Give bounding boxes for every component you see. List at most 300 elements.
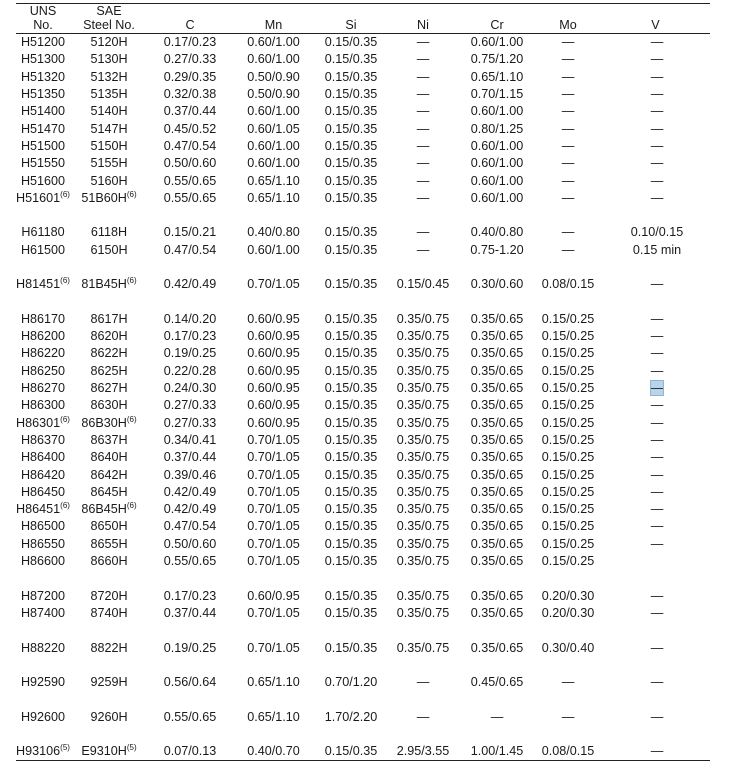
cell-mn: 0.60/1.00 [247, 156, 300, 171]
cell-mn: 0.50/0.90 [247, 69, 300, 84]
cell-mo: — [561, 675, 575, 690]
cell-c: 0.19/0.25 [163, 346, 217, 361]
cell-mn: 0.60/1.00 [247, 242, 300, 257]
cell-ni: 0.35/0.75 [396, 467, 450, 482]
cell-si: 0.15/0.35 [324, 432, 378, 447]
table-row [16, 709, 710, 726]
header-v: V [601, 4, 710, 34]
cell-cr: 0.35/0.65 [470, 554, 524, 569]
cell-v: — [650, 156, 664, 171]
cell-cr: 0.60/1.00 [470, 35, 524, 50]
cell-si: 0.15/0.35 [324, 277, 378, 292]
cell-c: 0.27/0.33 [163, 415, 217, 430]
cell-cr: 0.35/0.65 [470, 605, 524, 620]
cell-mn: 0.70/1.05 [247, 502, 300, 517]
cell-mo: — [561, 709, 575, 724]
cell-cr: 0.30/0.60 [470, 277, 524, 292]
table-header [16, 4, 710, 34]
cell-mn: 0.60/1.00 [247, 35, 300, 50]
cell-si: 0.15/0.35 [324, 398, 378, 413]
cell-uns: H88220 [20, 640, 66, 655]
table-row [16, 553, 710, 570]
cell-ni: 0.35/0.75 [396, 519, 450, 534]
cell-sae: 8622H [90, 346, 128, 361]
cell-mn: 0.60/0.95 [247, 588, 300, 603]
cell-v: — [650, 329, 664, 344]
cell-c: 0.56/0.64 [163, 675, 217, 690]
cell-uns: H86450 [20, 484, 66, 499]
cell-sae: $86B30H^{(6)}$ [81, 414, 137, 430]
cell-mn: 0.70/1.05 [247, 277, 300, 292]
cell-v: — [650, 277, 664, 292]
cell-ni: 0.35/0.75 [396, 536, 450, 551]
cell-mn: 0.70/1.05 [247, 432, 300, 447]
cell-v: — [650, 173, 664, 188]
cell-uns: H51300 [20, 52, 66, 67]
cell-v: — [650, 675, 664, 690]
cell-ni: 0.35/0.75 [396, 588, 450, 603]
table-row [16, 190, 710, 207]
table-body [16, 34, 710, 761]
cell-si: 0.15/0.35 [324, 381, 378, 396]
spacer-row [16, 259, 710, 276]
cell-v: — [650, 605, 664, 620]
cell-v: — [650, 87, 664, 102]
cell-cr: 0.65/1.10 [470, 69, 524, 84]
cell-c: 0.27/0.33 [163, 398, 217, 413]
cell-si: 0.15/0.35 [324, 588, 378, 603]
cell-cr: 0.60/1.00 [470, 173, 524, 188]
cell-c: 0.50/0.60 [163, 156, 217, 171]
cell-uns: H81451$^{(6)}$ [16, 276, 70, 292]
cell-mn: 0.70/1.05 [247, 554, 300, 569]
cell-si: 0.15/0.35 [324, 35, 378, 50]
cell-mn: 0.70/1.05 [247, 467, 300, 482]
cell-si: 0.15/0.35 [324, 502, 378, 517]
cell-ni: 0.35/0.75 [396, 502, 450, 517]
cell-mo: 0.20/0.30 [541, 588, 595, 603]
cell-si: 0.15/0.35 [324, 69, 378, 84]
cell-v: — [650, 121, 664, 136]
cell-si: 0.15/0.35 [324, 190, 378, 205]
cell-c: 0.32/0.38 [163, 87, 217, 102]
cell-ni: — [416, 52, 430, 67]
cell-v: 0.10/0.15 [630, 225, 684, 240]
table-row [16, 432, 710, 449]
cell-si: 0.15/0.35 [324, 519, 378, 534]
cell-uns: H86170 [20, 311, 66, 326]
cell-ni: — [416, 242, 430, 257]
header-mn: Mn [232, 4, 315, 34]
spacer-row [16, 691, 710, 708]
cell-cr: 1.00/1.45 [459, 743, 535, 761]
table-row [16, 415, 710, 432]
cell-cr: 0.35/0.65 [470, 432, 524, 447]
cell-mn: 0.60/0.95 [247, 346, 300, 361]
cell-si: 0.15/0.35 [324, 225, 378, 240]
cell-mo: 0.15/0.25 [541, 554, 595, 569]
table-row [16, 345, 710, 362]
cell-v: — [650, 536, 664, 551]
cell-cr: 0.60/1.00 [470, 104, 524, 119]
cell-uns: H86300 [20, 398, 66, 413]
spacer-row [16, 570, 710, 587]
cell-v: — [650, 519, 664, 534]
cell-cr: 0.75-1.20 [470, 242, 524, 257]
spacer-cell [16, 622, 710, 639]
cell-uns: H86550 [20, 536, 66, 551]
cell-mn: 0.65/1.10 [247, 675, 300, 690]
cell-v: — [650, 415, 664, 430]
cell-ni: 0.35/0.75 [396, 484, 450, 499]
cell-cr: 0.35/0.65 [470, 484, 524, 499]
cell-si: 0.15/0.35 [315, 743, 387, 761]
cell-mn: 0.60/1.00 [247, 138, 300, 153]
cell-mn: 0.70/1.05 [247, 484, 300, 499]
cell-si: 0.15/0.35 [324, 467, 378, 482]
cell-c: 0.19/0.25 [163, 640, 217, 655]
cell-uns: H87200 [20, 588, 66, 603]
cell-mo: — [561, 138, 575, 153]
cell-sae: 8720H [90, 588, 128, 603]
table-row [16, 743, 710, 761]
cell-mo: 0.15/0.25 [541, 432, 595, 447]
cell-ni: 0.15/0.45 [396, 277, 450, 292]
cell-cr: 0.60/1.00 [470, 190, 524, 205]
cell-ni: 0.35/0.75 [396, 415, 450, 430]
footnote-ref: (6) [126, 276, 137, 286]
footnote-ref: (6) [60, 276, 70, 286]
table-row [16, 120, 710, 137]
cell-mo: 0.15/0.25 [541, 381, 595, 396]
cell-c: 0.24/0.30 [163, 381, 217, 396]
spacer-cell [16, 726, 710, 743]
footnote-ref: (6) [126, 414, 137, 424]
cell-cr: 0.35/0.65 [470, 467, 524, 482]
cell-mo: 0.15/0.25 [541, 484, 595, 499]
cell-v: — [650, 69, 664, 84]
cell-uns: H51600 [20, 173, 66, 188]
cell-uns: H51601$^{(6)}$ [16, 189, 70, 205]
cell-cr: — [490, 709, 504, 724]
cell-sae: 5120H [90, 35, 128, 50]
cell-uns: H51200 [20, 35, 66, 50]
table-row [16, 34, 710, 52]
cell-mn: 0.70/1.05 [247, 536, 300, 551]
table-row [16, 518, 710, 535]
cell-cr: 0.35/0.65 [470, 502, 524, 517]
cell-ni: 0.35/0.75 [396, 554, 450, 569]
cell-mo: 0.15/0.25 [541, 346, 595, 361]
cell-cr: 0.35/0.65 [470, 363, 524, 378]
table-row [16, 172, 710, 189]
cell-c: 0.34/0.41 [163, 432, 217, 447]
cell-ni: — [416, 225, 430, 240]
table-row [16, 138, 710, 155]
cell-mn: 0.65/1.10 [247, 173, 300, 188]
cell-si: 0.15/0.35 [324, 104, 378, 119]
cell-si: 0.15/0.35 [324, 450, 378, 465]
cell-v: — [650, 138, 664, 153]
table-row [16, 86, 710, 103]
cell-cr: 0.35/0.65 [470, 311, 524, 326]
cell-c: 0.14/0.20 [163, 311, 217, 326]
cell-uns: H92600 [20, 709, 66, 724]
cell-uns: H51550 [20, 156, 66, 171]
cell-si: 0.15/0.35 [324, 363, 378, 378]
cell-cr: 0.35/0.65 [470, 640, 524, 655]
cell-v: — [650, 502, 664, 517]
cell-mo: 0.15/0.25 [541, 519, 595, 534]
cell-v: — [650, 467, 664, 482]
cell-c: 0.47/0.54 [163, 138, 217, 153]
cell-v: — [601, 743, 710, 761]
spacer-row [16, 657, 710, 674]
cell-ni: 0.35/0.75 [396, 363, 450, 378]
table-row [16, 69, 710, 86]
cell-mn: 0.40/0.80 [247, 225, 300, 240]
cell-sae: 5150H [90, 138, 128, 153]
cell-c: 0.17/0.23 [163, 329, 217, 344]
cell-mo: — [561, 69, 575, 84]
spacer-row [16, 726, 710, 743]
cell-sae: 8627H [90, 381, 128, 396]
cell-mo: 0.15/0.25 [541, 329, 595, 344]
cell-sae: 5132H [90, 69, 128, 84]
cell-c: 0.17/0.23 [163, 35, 217, 50]
cell-uns: H61180 [21, 225, 65, 240]
cell-si: 0.70/1.20 [324, 675, 378, 690]
cell-si: 1.70/2.20 [324, 709, 378, 724]
cell-ni: 0.35/0.75 [396, 346, 450, 361]
cell-uns: H86250 [20, 363, 66, 378]
cell-si: 0.15/0.35 [324, 346, 378, 361]
cell-sae: 8645H [90, 484, 128, 499]
table-row [16, 674, 710, 691]
cell-ni: — [416, 675, 430, 690]
cell-sae: 5160H [90, 173, 128, 188]
table-row [16, 224, 710, 241]
cell-c: 0.50/0.60 [163, 536, 217, 551]
cell-v: — [650, 190, 664, 205]
cell-si: 0.15/0.35 [324, 138, 378, 153]
cell-sae: 6150H [90, 242, 128, 257]
cell-mn: 0.65/1.10 [247, 709, 300, 724]
cell-mo: 0.15/0.25 [541, 398, 595, 413]
spacer-row [16, 207, 710, 224]
table-row [16, 276, 710, 293]
cell-cr: 0.45/0.65 [470, 675, 524, 690]
cell-ni: 0.35/0.75 [396, 640, 450, 655]
header-mo: Mo [535, 4, 601, 34]
cell-c: 0.55/0.65 [163, 173, 217, 188]
cell-si: 0.15/0.35 [324, 554, 378, 569]
cell-cr: 0.35/0.65 [470, 588, 524, 603]
table-row [16, 449, 710, 466]
cell-mo: 0.08/0.15 [541, 277, 595, 292]
cell-ni: 0.35/0.75 [396, 450, 450, 465]
spacer-row [16, 293, 710, 310]
cell-c: 0.37/0.44 [163, 450, 217, 465]
cell-mo: — [561, 190, 575, 205]
cell-si: 0.15/0.35 [324, 536, 378, 551]
header-uns: UNS No. [16, 4, 70, 34]
cell-sae: 9259H [90, 675, 128, 690]
cell-c: 0.17/0.23 [163, 588, 217, 603]
cell-mn: 0.60/1.05 [247, 121, 300, 136]
cell-c: 0.15/0.21 [163, 225, 217, 240]
cell-uns: H92590 [20, 675, 66, 690]
cell-mn: 0.60/0.95 [247, 381, 300, 396]
cell-si: 0.15/0.35 [324, 311, 378, 326]
cell-ni: 0.35/0.75 [396, 329, 450, 344]
cell-c: 0.22/0.28 [163, 363, 217, 378]
cell-sae: 8655H [90, 536, 128, 551]
cell-si: 0.15/0.35 [324, 52, 378, 67]
cell-uns: H86500 [20, 519, 66, 534]
cell-v: — [650, 709, 664, 724]
cell-sae: 5147H [90, 121, 128, 136]
cell-sae: $51B60H^{(6)}$ [81, 189, 137, 205]
cell-uns: H51470 [20, 121, 66, 136]
table-row [16, 466, 710, 483]
cell-cr: 0.35/0.65 [470, 450, 524, 465]
cell-c: 0.39/0.46 [163, 467, 217, 482]
cell-ni: 0.35/0.75 [396, 311, 450, 326]
cell-sae: 8660H [90, 554, 128, 569]
cell-cr: 0.40/0.80 [470, 225, 524, 240]
cell-c: 0.42/0.49 [163, 484, 217, 499]
cell-cr: 0.35/0.65 [470, 398, 524, 413]
cell-ni: — [416, 173, 430, 188]
cell-ni: — [416, 121, 430, 136]
cell-uns: H86270 [20, 381, 66, 396]
cell-cr: 0.35/0.65 [470, 536, 524, 551]
cell-cr: 0.35/0.65 [470, 519, 524, 534]
spacer-cell [16, 657, 710, 674]
table-row [16, 242, 710, 259]
cell-ni: 0.35/0.75 [396, 432, 450, 447]
footnote-ref: (6) [126, 189, 137, 199]
cell-v: — [650, 346, 664, 361]
cell-uns: H51500 [20, 138, 66, 153]
cell-si: 0.15/0.35 [324, 121, 378, 136]
cell-uns: H93106$^{(5)}$ [16, 743, 70, 761]
cell-c: 0.47/0.54 [163, 242, 217, 257]
cell-ni: 0.35/0.75 [396, 398, 450, 413]
table-row [16, 501, 710, 518]
table-row [16, 363, 710, 380]
cell-mn: 0.65/1.10 [247, 190, 300, 205]
cell-c: 0.37/0.44 [163, 104, 217, 119]
cell-sae: 5155H [90, 156, 128, 171]
cell-ni: — [416, 190, 430, 205]
footnote-ref: (5) [60, 743, 70, 753]
cell-uns: H51320 [20, 69, 66, 84]
cell-v-selected[interactable]: — [650, 381, 664, 396]
cell-sae: 8650H [90, 519, 128, 534]
cell-ni: — [416, 156, 430, 171]
header-si: Si [315, 4, 387, 34]
footnote-ref: (5) [126, 743, 137, 753]
cell-c: 0.55/0.65 [163, 554, 217, 569]
cell-mo: 0.15/0.25 [541, 502, 595, 517]
cell-sae: 8642H [90, 467, 128, 482]
cell-v: 0.15 min [632, 242, 682, 257]
footnote-ref: (6) [60, 414, 70, 424]
spacer-cell [16, 259, 710, 276]
cell-mo: 0.15/0.25 [541, 467, 595, 482]
table-row [16, 380, 710, 397]
cell-cr: 0.35/0.65 [470, 346, 524, 361]
cell-uns: H86600 [20, 554, 66, 569]
cell-si: 0.15/0.35 [324, 415, 378, 430]
cell-cr: 0.60/1.00 [470, 138, 524, 153]
cell-c: 0.42/0.49 [163, 502, 217, 517]
cell-v: — [650, 450, 664, 465]
spacer-cell [16, 691, 710, 708]
cell-ni: — [416, 87, 430, 102]
cell-sae: 6118H [90, 225, 128, 240]
cell-mo: — [561, 121, 575, 136]
cell-ni: 2.95/3.55 [387, 743, 459, 761]
cell-c: 0.55/0.65 [163, 190, 217, 205]
cell-uns: H86370 [20, 432, 66, 447]
cell-mn: 0.70/1.05 [247, 519, 300, 534]
cell-mn: 0.60/0.95 [247, 398, 300, 413]
cell-cr: 0.35/0.65 [470, 329, 524, 344]
cell-c: 0.27/0.33 [163, 52, 217, 67]
header-cr: Cr [459, 4, 535, 34]
cell-cr: 0.80/1.25 [470, 121, 524, 136]
cell-c: 0.37/0.44 [163, 605, 217, 620]
cell-uns: H86301$^{(6)}$ [16, 414, 70, 430]
cell-mn: 0.60/0.95 [247, 363, 300, 378]
cell-uns: H86220 [20, 346, 66, 361]
cell-mn: 0.60/1.00 [247, 52, 300, 67]
cell-v: — [650, 35, 664, 50]
table-row [16, 51, 710, 68]
cell-mn: 0.40/0.70 [232, 743, 315, 761]
cell-uns: H86400 [20, 450, 66, 465]
footnote-ref: (6) [60, 189, 70, 199]
table-row [16, 155, 710, 172]
cell-si: 0.15/0.35 [324, 605, 378, 620]
cell-ni: 0.35/0.75 [396, 605, 450, 620]
footnote-ref: (6) [60, 501, 70, 511]
cell-uns: H61500 [20, 242, 66, 257]
cell-mo: 0.15/0.25 [541, 536, 595, 551]
table-row [16, 328, 710, 345]
table-row [16, 103, 710, 120]
table-row [16, 397, 710, 414]
cell-mo: 0.08/0.15 [535, 743, 601, 761]
cell-mo: — [561, 35, 575, 50]
cell-v: — [650, 588, 664, 603]
cell-v: — [650, 432, 664, 447]
cell-ni: — [416, 709, 430, 724]
cell-v: — [650, 398, 664, 413]
cell-mn: 0.70/1.05 [247, 450, 300, 465]
cell-v: — [650, 484, 664, 499]
cell-mo: — [561, 87, 575, 102]
cell-v: — [650, 363, 664, 378]
header-c: C [148, 4, 232, 34]
cell-sae: $E9310H^{(5)}$ [70, 743, 148, 761]
cell-si: 0.15/0.35 [324, 242, 378, 257]
cell-ni: — [416, 69, 430, 84]
cell-mo: 0.20/0.30 [541, 605, 595, 620]
